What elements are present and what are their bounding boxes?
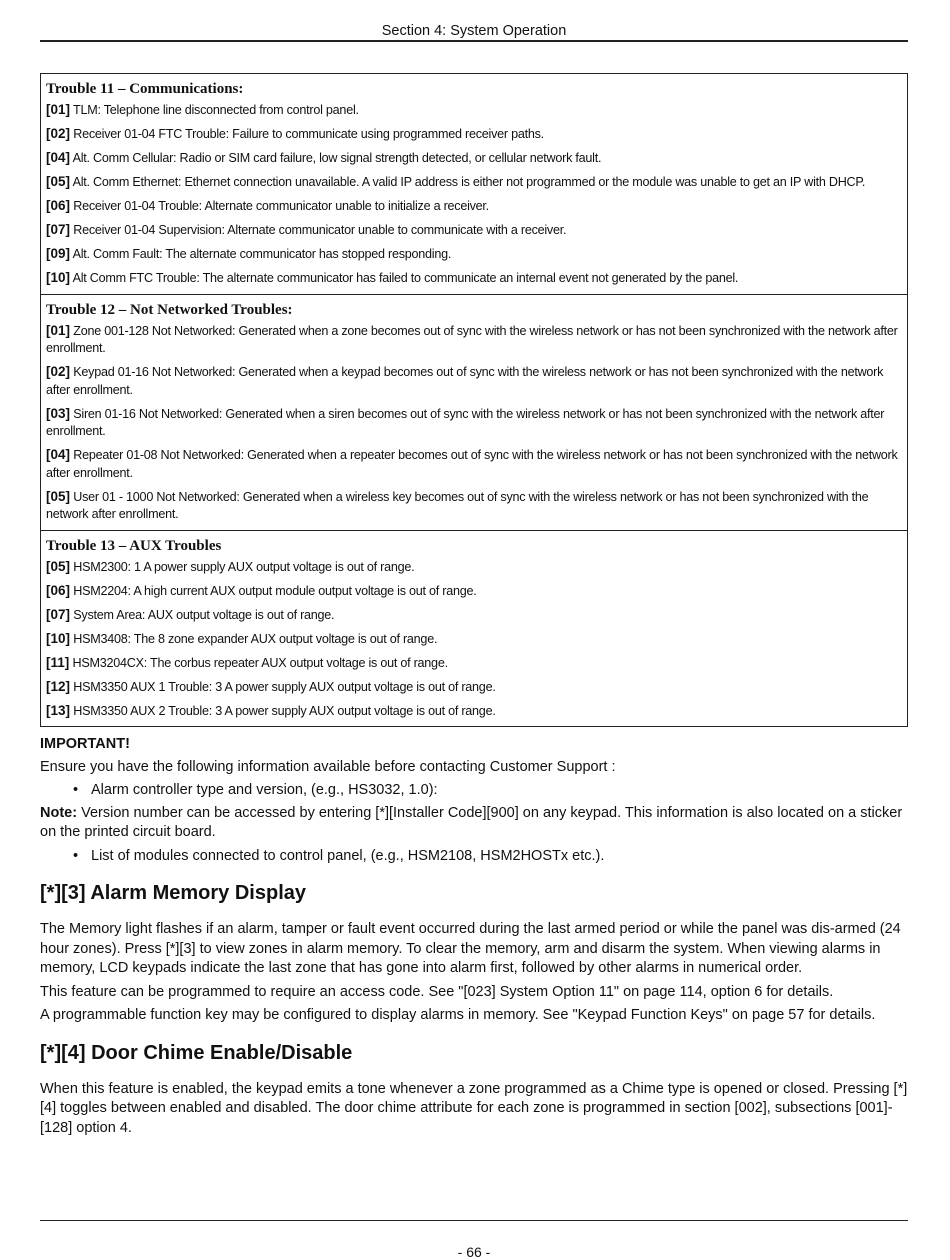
note-label: Note: <box>40 804 78 821</box>
trouble-code: [05] <box>46 558 71 574</box>
list-item <box>40 781 908 801</box>
paragraph: This feature can be programmed to require an access code. See "[023] System Option 11" on page 114, option 6 for details. <box>40 983 834 1000</box>
note-text: Version number can be accessed by entering [*][Installer Code][900] on any keypad. This information is also located on a sticker on the printed circuit board. <box>40 804 903 840</box>
important-intro: Ensure you have the following information available before contacting Customer Support : <box>40 758 616 775</box>
bullet-text: List of modules connected to control panel, (e.g., HSM2108, HSM2HOSTx etc.). <box>91 847 605 864</box>
trouble-section-title: Trouble 12 – Not Networked Troubles: <box>46 301 293 318</box>
bullet-icon: • <box>73 847 79 864</box>
page-content <box>40 735 908 1142</box>
trouble-code: [03] <box>46 405 71 421</box>
trouble-code: [12] <box>46 678 71 694</box>
footer-divider <box>40 1220 908 1221</box>
trouble-item <box>46 173 902 192</box>
trouble-code: [06] <box>46 582 71 598</box>
trouble-text: HSM3350 AUX 1 Trouble: 3 A power supply AUX output voltage is out of range. <box>73 679 496 694</box>
trouble-text: Repeater 01-08 Not Networked: Generated when a repeater becomes out of sync with the wireless network or has not been synchronized with the network after enrollment. <box>46 448 898 480</box>
trouble-text: Alt Comm FTC Trouble: The alternate communicator has failed to communicate an internal event not generated by the panel. <box>72 271 739 285</box>
trouble-code: [02] <box>46 364 71 379</box>
trouble-code: [05] <box>46 488 71 504</box>
list-item <box>40 847 908 867</box>
trouble-text: User 01 - 1000 Not Networked: Generated when a wireless key becomes out of sync with the wireless network or has not been synchronized with the network after enrollment. <box>46 489 869 521</box>
trouble-code: [02] <box>46 126 71 141</box>
trouble-code: [06] <box>46 198 71 213</box>
trouble-item <box>46 101 902 120</box>
trouble-code: [05] <box>46 174 71 189</box>
trouble-text: Alt. Comm Ethernet: Ethernet connection unavailable. A valid IP address is either not programmed or the module was unable to get an IP with DHCP. <box>72 175 866 189</box>
trouble-item <box>46 678 902 697</box>
trouble-table <box>40 73 908 727</box>
trouble-code: [01] <box>46 322 71 338</box>
trouble-section-title: Trouble 13 – AUX Troubles <box>46 537 222 554</box>
paragraph: The Memory light flashes if an alarm, tamper or fault event occurred during the last armed period or while the panel was dis-armed (24 hour zones). Press [*][3] to view zones in alarm memory. To clear the memory, arm and disarm the system. When viewing alarms in memory, LCD keypads indicate the last zone that has gone into alarm first, followed by other alarms in numerical order. <box>40 921 901 976</box>
trouble-text: Alt. Comm Cellular: Radio or SIM card failure, low signal strength detected, or cellular network fault. <box>72 151 602 165</box>
trouble-item <box>46 654 902 673</box>
trouble-code: [01] <box>46 102 71 117</box>
trouble-item <box>46 488 902 524</box>
page-header <box>40 22 908 42</box>
trouble-text: HSM2300: 1 A power supply AUX output voltage is out of range. <box>73 559 415 574</box>
trouble-section-title: Trouble 11 – Communications: <box>46 81 244 97</box>
important-label: IMPORTANT! <box>40 736 130 752</box>
trouble-text: Receiver 01-04 FTC Trouble: Failure to communicate using programmed receiver paths. <box>73 127 544 141</box>
note <box>40 804 908 843</box>
trouble-text: HSM3350 AUX 2 Trouble: 3 A power supply AUX output voltage is out of range. <box>73 703 496 718</box>
trouble-code: [07] <box>46 222 71 237</box>
trouble-text: System Area: AUX output voltage is out of range. <box>73 607 335 622</box>
trouble-item <box>46 269 902 288</box>
trouble-item <box>46 630 902 649</box>
trouble-code: [10] <box>46 630 71 646</box>
trouble-code: [13] <box>46 702 71 718</box>
trouble-item <box>46 558 902 577</box>
trouble-item <box>46 446 902 482</box>
bullet-icon: • <box>73 782 79 798</box>
trouble-item <box>46 405 902 441</box>
trouble-code: [07] <box>46 606 71 622</box>
trouble-text: Keypad 01-16 Not Networked: Generated when a keypad becomes out of sync with the wireless network or has not been synchronized with the network after enrollment. <box>46 365 884 397</box>
trouble-code: [04] <box>46 150 71 165</box>
trouble-section <box>41 74 907 294</box>
heading-door-chime: [*][4] Door Chime Enable/Disable <box>40 1041 353 1064</box>
trouble-item <box>46 125 902 144</box>
trouble-text: Receiver 01-04 Trouble: Alternate communicator unable to initialize a receiver. <box>73 199 489 213</box>
heading-alarm-memory: [*][3] Alarm Memory Display <box>40 882 306 904</box>
trouble-code: [04] <box>46 447 71 462</box>
paragraph: A programmable function key may be configured to display alarms in memory. See "Keypad Function Keys" on page 57 for details. <box>40 1007 876 1023</box>
section-title: Section 4: System Operation <box>381 23 567 39</box>
trouble-item <box>46 582 902 601</box>
trouble-item <box>46 322 902 358</box>
trouble-item <box>46 197 902 216</box>
paragraph: When this feature is enabled, the keypad emits a tone whenever a zone programmed as a Chime type is opened or closed. Pressing [*][4] toggles between enabled and disabled. The door chime attribute for each zone is programmed in section [002], subsections [001]-[128] option 4. <box>40 1080 908 1136</box>
trouble-item <box>46 606 902 625</box>
trouble-text: TLM: Telephone line disconnected from control panel. <box>73 103 359 117</box>
trouble-text: Receiver 01-04 Supervision: Alternate communicator unable to communicate with a receiver. <box>73 223 567 237</box>
trouble-text: Alt. Comm Fault: The alternate communicator has stopped responding. <box>72 247 452 261</box>
trouble-text: Zone 001-128 Not Networked: Generated when a zone becomes out of sync with the wireless network or has not been synchronized with the network after enrollment. <box>46 323 898 355</box>
bullet-text: Alarm controller type and version, (e.g., HS3032, 1.0): <box>91 782 438 798</box>
trouble-item <box>46 221 902 240</box>
page-number: - 66 - <box>457 1244 491 1260</box>
trouble-code: [09] <box>46 246 71 261</box>
trouble-item <box>46 149 902 168</box>
trouble-code: [10] <box>46 270 71 285</box>
trouble-text: HSM3204CX: The corbus repeater AUX output voltage is out of range. <box>72 655 448 670</box>
trouble-section <box>41 294 907 530</box>
trouble-section <box>41 530 907 727</box>
trouble-item <box>46 245 902 264</box>
trouble-text: HSM2204: A high current AUX output module output voltage is out of range. <box>73 583 477 598</box>
trouble-code: [11] <box>46 654 70 670</box>
trouble-item <box>46 363 902 399</box>
trouble-item <box>46 702 902 721</box>
trouble-text: HSM3408: The 8 zone expander AUX output voltage is out of range. <box>73 631 438 646</box>
trouble-text: Siren 01-16 Not Networked: Generated when a siren becomes out of sync with the wireless network or has not been synchronized with the network after enrollment. <box>46 406 885 438</box>
